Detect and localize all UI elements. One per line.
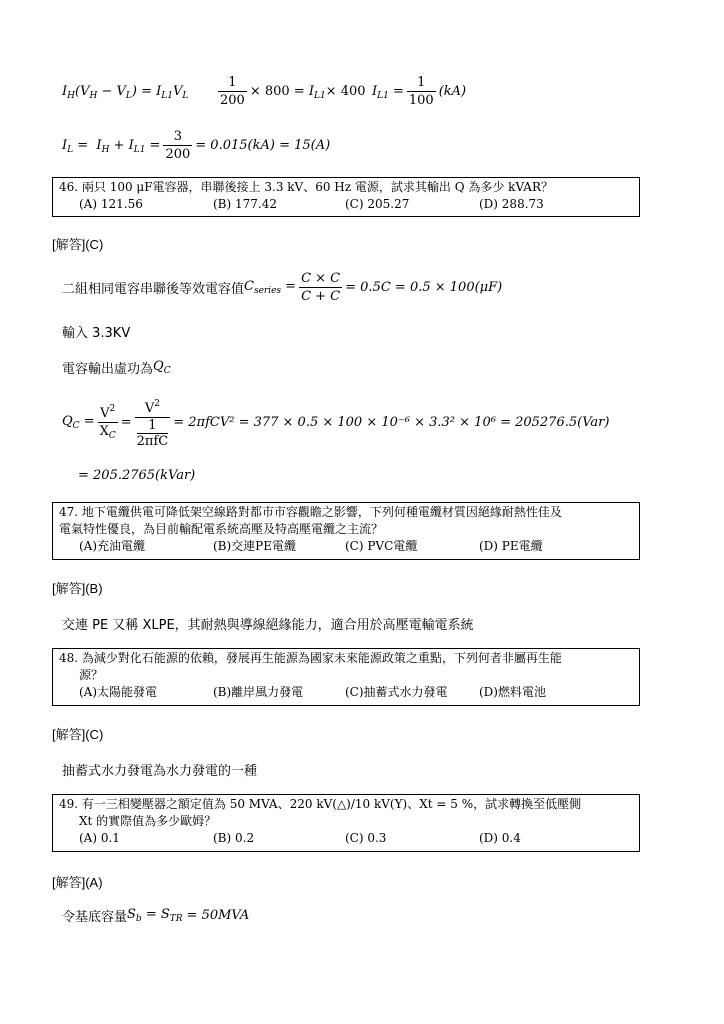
question-46-box bbox=[52, 177, 640, 217]
option-b: (B) 0.2 bbox=[213, 831, 255, 845]
answer-46-label: [解答](C) bbox=[52, 237, 104, 252]
option-d: (D) PE電纜 bbox=[479, 539, 543, 553]
option-a: (A)充油電纜 bbox=[79, 539, 146, 553]
answer-47-label: [解答](B) bbox=[52, 581, 103, 596]
question-47-text-line2: 電氣特性優良，為目前輸配電系統高壓及特高壓電纜之主流？ bbox=[59, 522, 384, 536]
option-d: (D)燃料電池 bbox=[479, 685, 546, 699]
answer-48-label: [解答](C) bbox=[52, 727, 104, 742]
answer-48-explanation: 抽蓄式水力發電為水力發電的一種 bbox=[62, 764, 258, 779]
answer-46-reactive-power-label: 電容輸出虛功為 $Q_C$ bbox=[62, 359, 171, 377]
question-48-box bbox=[52, 648, 640, 706]
question-49-text-line1: 49. 有一三相變壓器之額定值為 50 MVA、220 kV(△)/10 kV(Y)、Xt = 5 %，試求轉換至低壓側 bbox=[59, 797, 582, 811]
question-48-text-line1: 48. 為減少對化石能源的依賴，發展再生能源為國家未來能源政策之重點，下列何者非屬再生能 bbox=[59, 651, 562, 665]
option-a: (A)太陽能發電 bbox=[79, 685, 158, 699]
option-b: (B)離岸風力發電 bbox=[213, 685, 304, 699]
option-b: (B)交連PE電纜 bbox=[213, 539, 297, 553]
answer-47-explanation: 交連 PE 又稱 XLPE，其耐熱與導線絕緣能力，適合用於高壓電輸電系統 bbox=[62, 618, 474, 633]
question-46-text: 46. 兩只 100 μF電容器，串聯後接上 3.3 kV、60 Hz 電源，試求其輸出 Q 為多少 kVAR？ bbox=[59, 180, 554, 194]
equation-load-current: $I_L = I_H + I_{L1}$ = $\frac{3}{200}$ = 0.015(kA) = 15(A) bbox=[62, 129, 331, 162]
question-47-text-line1: 47. 地下電纜供電可降低架空線路對都市市容觀瞻之影響，下列何種電纜材質因絕緣耐熱性佳及 bbox=[59, 505, 562, 519]
option-c: (C)抽蓄式水力發電 bbox=[345, 685, 448, 699]
option-d: (D) 0.4 bbox=[479, 831, 521, 845]
answer-46-input-voltage: 輸入 3.3KV bbox=[62, 326, 131, 341]
equation-il1-result: $I_{L1}$ = $\frac{1}{100}$ (kA) bbox=[372, 75, 467, 108]
option-d: (D) 288.73 bbox=[479, 197, 544, 211]
question-46-options bbox=[59, 196, 633, 213]
option-c: (C) PVC電纜 bbox=[345, 539, 418, 553]
equation-power-balance: $I_H(V_H - V_L) = I_{L1}V_L$ bbox=[62, 84, 189, 101]
option-a: (A) 0.1 bbox=[79, 831, 120, 845]
question-47-options bbox=[59, 538, 633, 555]
question-49-text-line2: Xt 的實際值為多少歐姆？ bbox=[79, 814, 217, 828]
question-48-options bbox=[59, 684, 633, 701]
question-47-box bbox=[52, 502, 640, 560]
equation-current-ratio: $\frac{1}{200}$ × $800 = I_{L1}\times 400$ bbox=[220, 75, 366, 108]
question-49-box bbox=[52, 794, 640, 852]
answer-46-result: = 205.2765(kVar) bbox=[78, 468, 196, 483]
answer-49-base-capacity: 令基底容量 $S_b = S_{TR}$ = 50MVA bbox=[62, 907, 250, 925]
answer-46-series-capacitance: 二組相同電容串聯後等效電容值 $C_{series}$ = $\frac{C \times C}{C + C}$ = 0.5C = 0.5 × 100(μF) bbox=[62, 271, 503, 304]
option-c: (C) 205.27 bbox=[345, 197, 410, 211]
question-48-text-line2: 源？ bbox=[79, 668, 104, 682]
answer-49-label: [解答](A) bbox=[52, 875, 103, 890]
option-b: (B) 177.42 bbox=[213, 197, 277, 211]
question-49-options bbox=[59, 830, 633, 847]
option-c: (C) 0.3 bbox=[345, 831, 387, 845]
answer-46-reactive-power-equation: $Q_C$ = $\frac{V^2}{X_C}$ = $V^2$ 1 2πfC = 2πfCV² = 377 × 0.5 × 100 × 10⁻⁶ × 3.3² × 10⁶ = 205276.5(Var) bbox=[62, 396, 609, 449]
option-a: (A) 121.56 bbox=[79, 197, 143, 211]
